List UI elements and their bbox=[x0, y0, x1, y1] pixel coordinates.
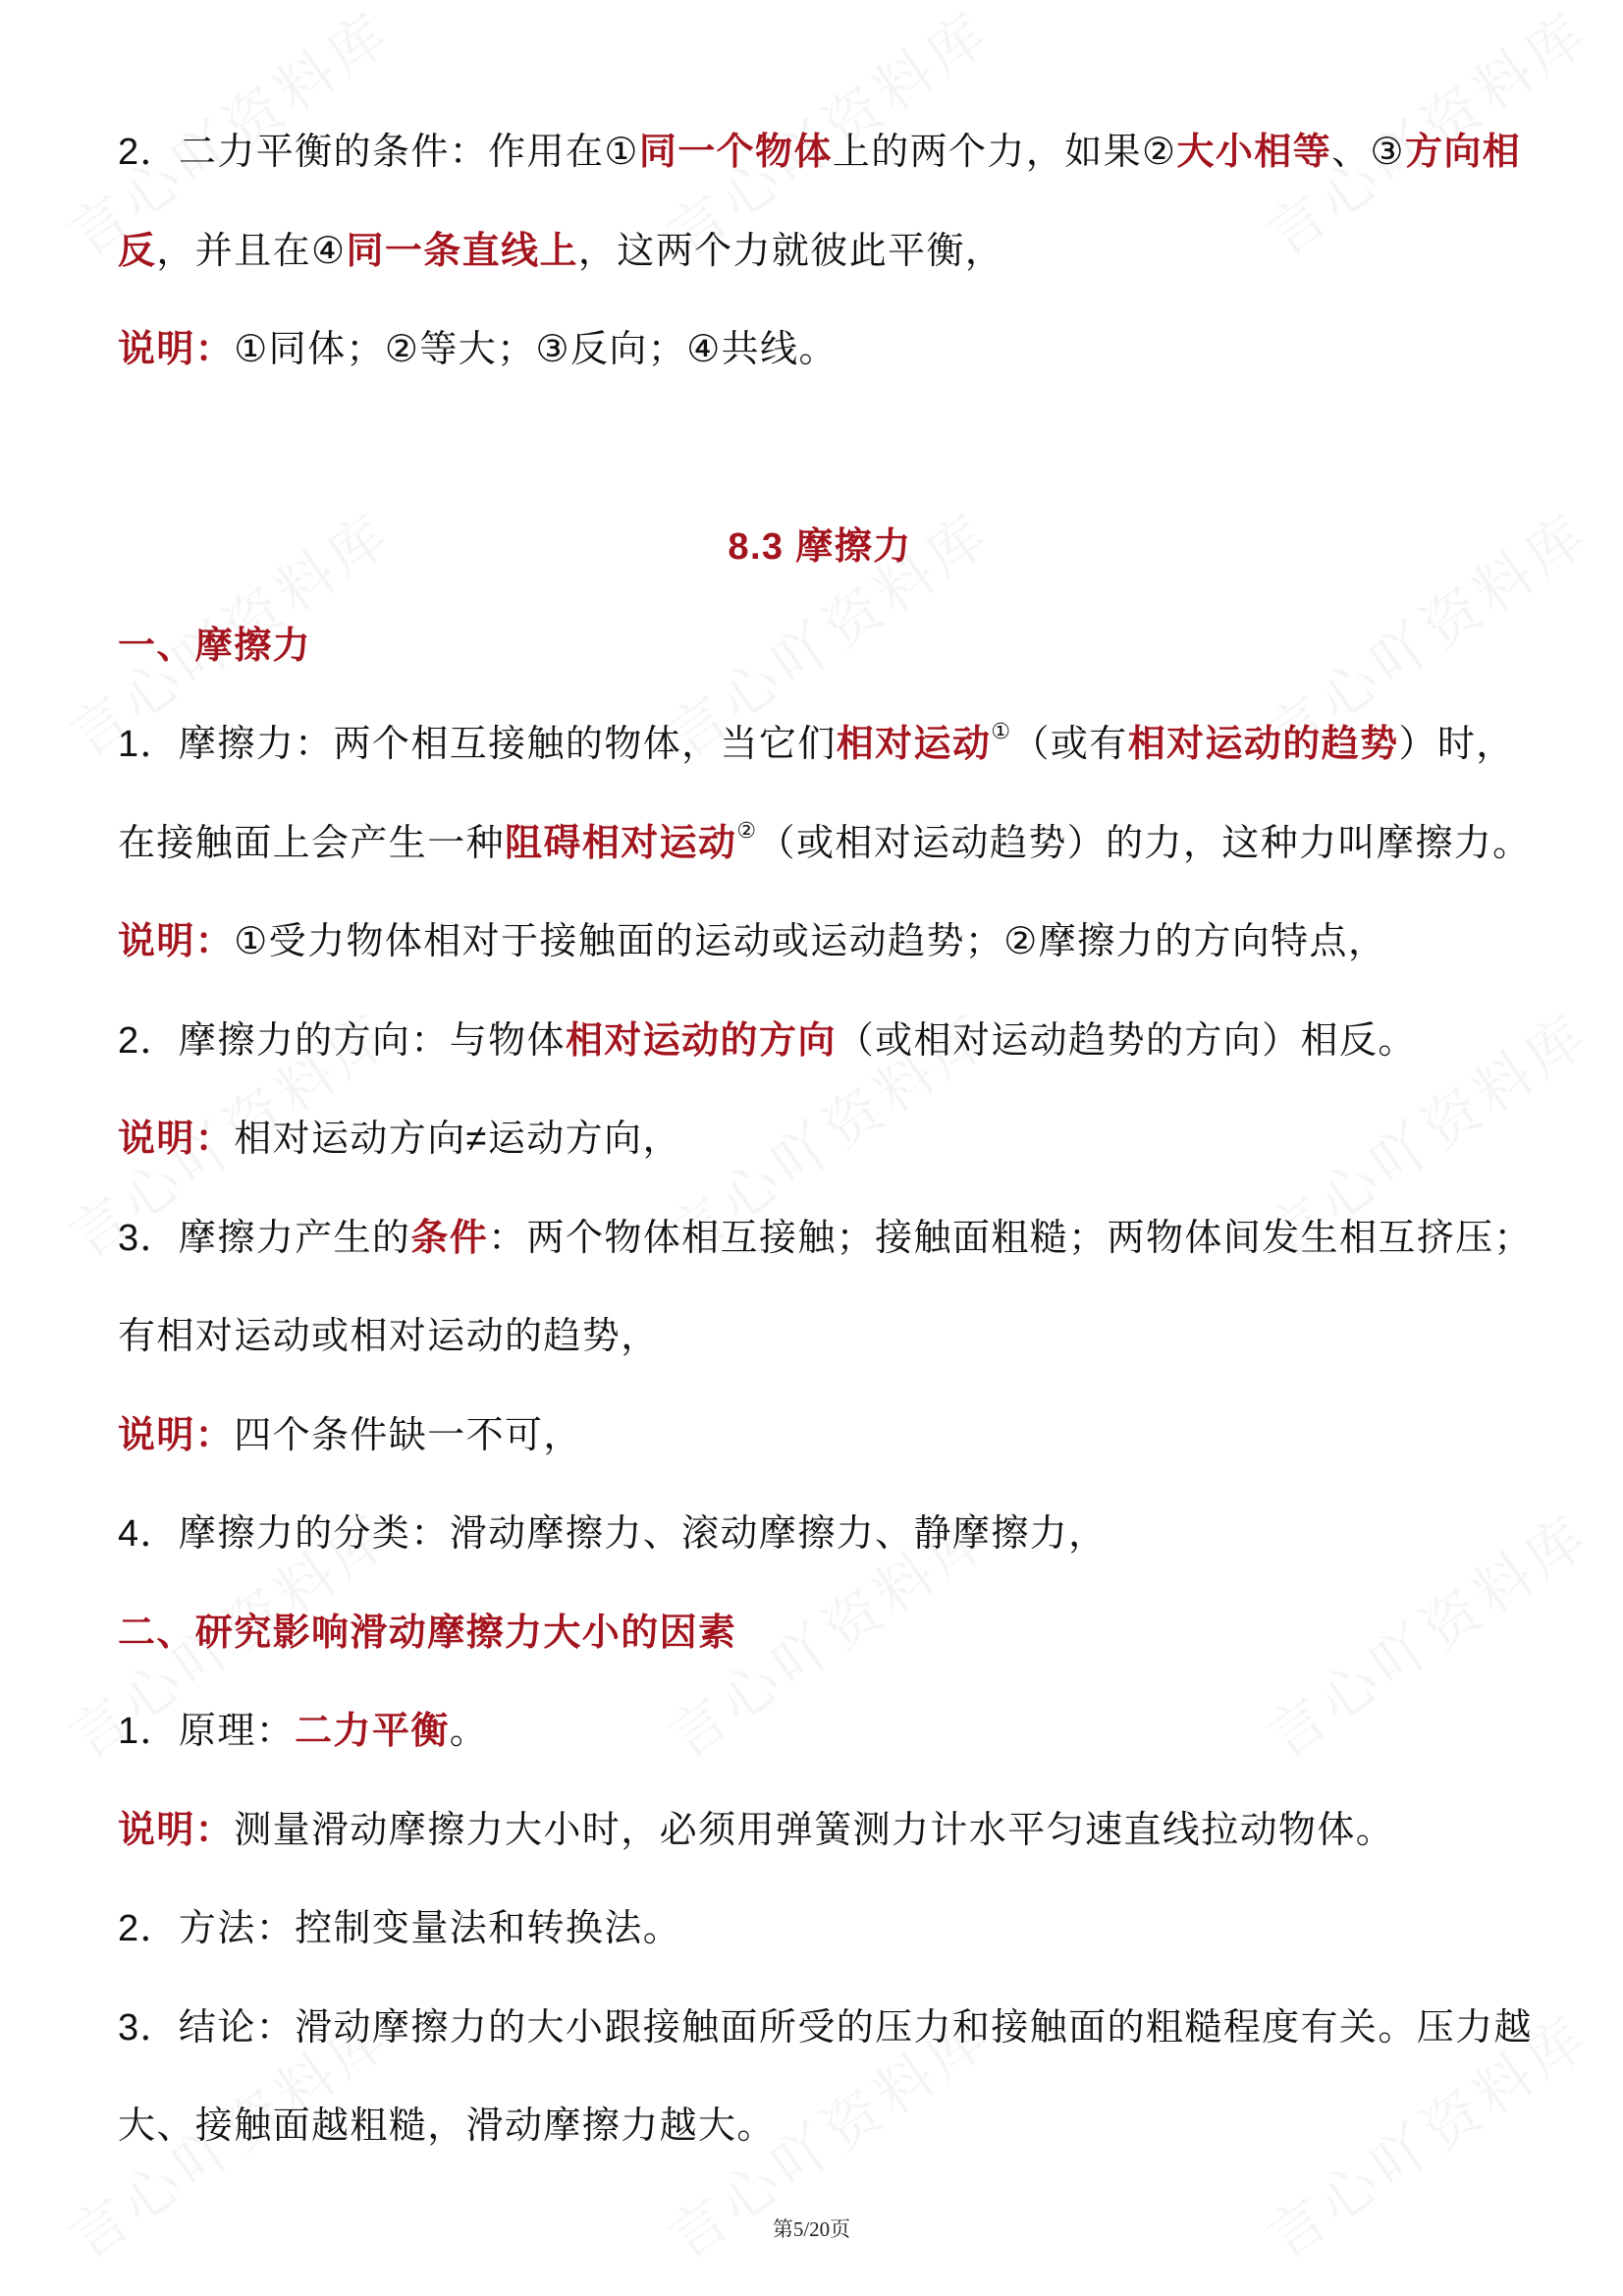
text-line bbox=[118, 1979, 1533, 2078]
body-text: ①同体；②等大；③反向；④共线。 bbox=[234, 329, 838, 370]
highlight-text: 同一个物体 bbox=[638, 132, 833, 173]
text-line bbox=[118, 103, 1522, 202]
text-line bbox=[118, 301, 1522, 400]
document-body bbox=[118, 103, 1533, 2176]
body-text: 1．原理： bbox=[118, 1711, 296, 1752]
body-text: （或有 bbox=[1011, 724, 1128, 765]
body-text: 。 bbox=[449, 1711, 489, 1752]
footnote-marker: ② bbox=[736, 817, 758, 843]
body-text: 四个条件缺一不可， bbox=[234, 1414, 582, 1456]
body-text: 测量滑动摩擦力大小时，必须用弹簧测力计水平匀速直线拉动物体。 bbox=[234, 1809, 1395, 1851]
text-line bbox=[118, 794, 1532, 894]
highlight-text: 8.3 摩擦力 bbox=[728, 526, 912, 568]
highlight-text: 说明： bbox=[118, 1119, 235, 1160]
highlight-text: 阻碍相对运动 bbox=[505, 822, 737, 864]
highlight-text: 说明： bbox=[118, 1809, 235, 1851]
text-line bbox=[118, 992, 1522, 1091]
highlight-text: 条件 bbox=[410, 1217, 489, 1259]
body-text: 2．方法：控制变量法和转换法。 bbox=[118, 1908, 682, 1949]
body-text: 有相对运动或相对运动的趋势， bbox=[118, 1316, 660, 1357]
highlight-text: 相对运动的方向 bbox=[565, 1019, 837, 1062]
text-line bbox=[118, 893, 1522, 992]
highlight-text: 说明： bbox=[118, 1414, 235, 1456]
body-text: ①受力物体相对于接触面的运动或运动趋势；②摩擦力的方向特点， bbox=[234, 921, 1387, 962]
text-line bbox=[118, 1090, 1522, 1189]
body-text: ）时， bbox=[1398, 724, 1515, 765]
highlight-text: 说明： bbox=[118, 921, 235, 962]
section-title bbox=[118, 498, 1522, 597]
highlight-text: 一、摩擦力 bbox=[118, 625, 312, 667]
body-text: 上的两个力，如果② bbox=[832, 132, 1177, 173]
text-line bbox=[118, 400, 1522, 499]
text-line bbox=[118, 202, 1522, 301]
text-line bbox=[118, 1485, 1522, 1584]
body-text: （或相对运动趋势）的力，这种力叫摩擦力。 bbox=[757, 822, 1532, 864]
text-line bbox=[118, 1584, 1522, 1683]
text-line bbox=[118, 1189, 1533, 1288]
text-line bbox=[118, 1880, 1522, 1979]
body-text: 大、接触面越粗糙，滑动摩擦力越大。 bbox=[118, 2105, 776, 2147]
highlight-text: 二力平衡 bbox=[295, 1711, 450, 1752]
highlight-text: 同一条直线上 bbox=[346, 230, 578, 272]
highlight-text: 说明： bbox=[118, 329, 235, 370]
body-text: ，这两个力就彼此平衡， bbox=[577, 230, 1004, 272]
body-text: 2．二力平衡的条件：作用在① bbox=[118, 132, 639, 173]
page-number: 第5/20页 bbox=[772, 2217, 851, 2241]
body-text: 在接触面上会产生一种 bbox=[118, 822, 506, 864]
body-text: 、③ bbox=[1331, 132, 1405, 173]
body-text: 3．结论：滑动摩擦力的大小跟接触面所受的压力和接触面的粗糙程度有关。压力越 bbox=[118, 2006, 1533, 2049]
body-text: 3．摩擦力产生的 bbox=[118, 1217, 411, 1259]
text-line bbox=[118, 2077, 1522, 2176]
text-line bbox=[118, 1387, 1522, 1486]
text-line bbox=[118, 1287, 1522, 1387]
text-line bbox=[118, 1781, 1522, 1881]
body-text: 1．摩擦力：两个相互接触的物体，当它们 bbox=[118, 724, 837, 765]
text-line bbox=[118, 597, 1522, 696]
highlight-text: 相对运动 bbox=[836, 724, 992, 765]
text-line bbox=[118, 1682, 1522, 1781]
footnote-marker: ① bbox=[991, 719, 1012, 743]
highlight-text: 反 bbox=[118, 230, 157, 272]
text-line bbox=[118, 695, 1522, 794]
body-text: 2．摩擦力的方向：与物体 bbox=[118, 1019, 566, 1062]
body-text: （或相对运动趋势的方向）相反。 bbox=[836, 1019, 1417, 1062]
highlight-text: 方向相 bbox=[1404, 132, 1522, 173]
highlight-text: 相对运动的趋势 bbox=[1127, 724, 1399, 765]
highlight-text: 二、研究影响滑动摩擦力大小的因素 bbox=[118, 1612, 737, 1654]
body-text: 4．摩擦力的分类：滑动摩擦力、滚动摩擦力、静摩擦力， bbox=[118, 1513, 1108, 1555]
body-text: ：两个物体相互接触；接触面粗糙；两物体间发生相互挤压； bbox=[488, 1217, 1533, 1259]
body-text: ，并且在④ bbox=[156, 230, 347, 272]
body-text: 相对运动方向≠运动方向， bbox=[234, 1119, 681, 1160]
highlight-text: 大小相等 bbox=[1176, 132, 1332, 173]
